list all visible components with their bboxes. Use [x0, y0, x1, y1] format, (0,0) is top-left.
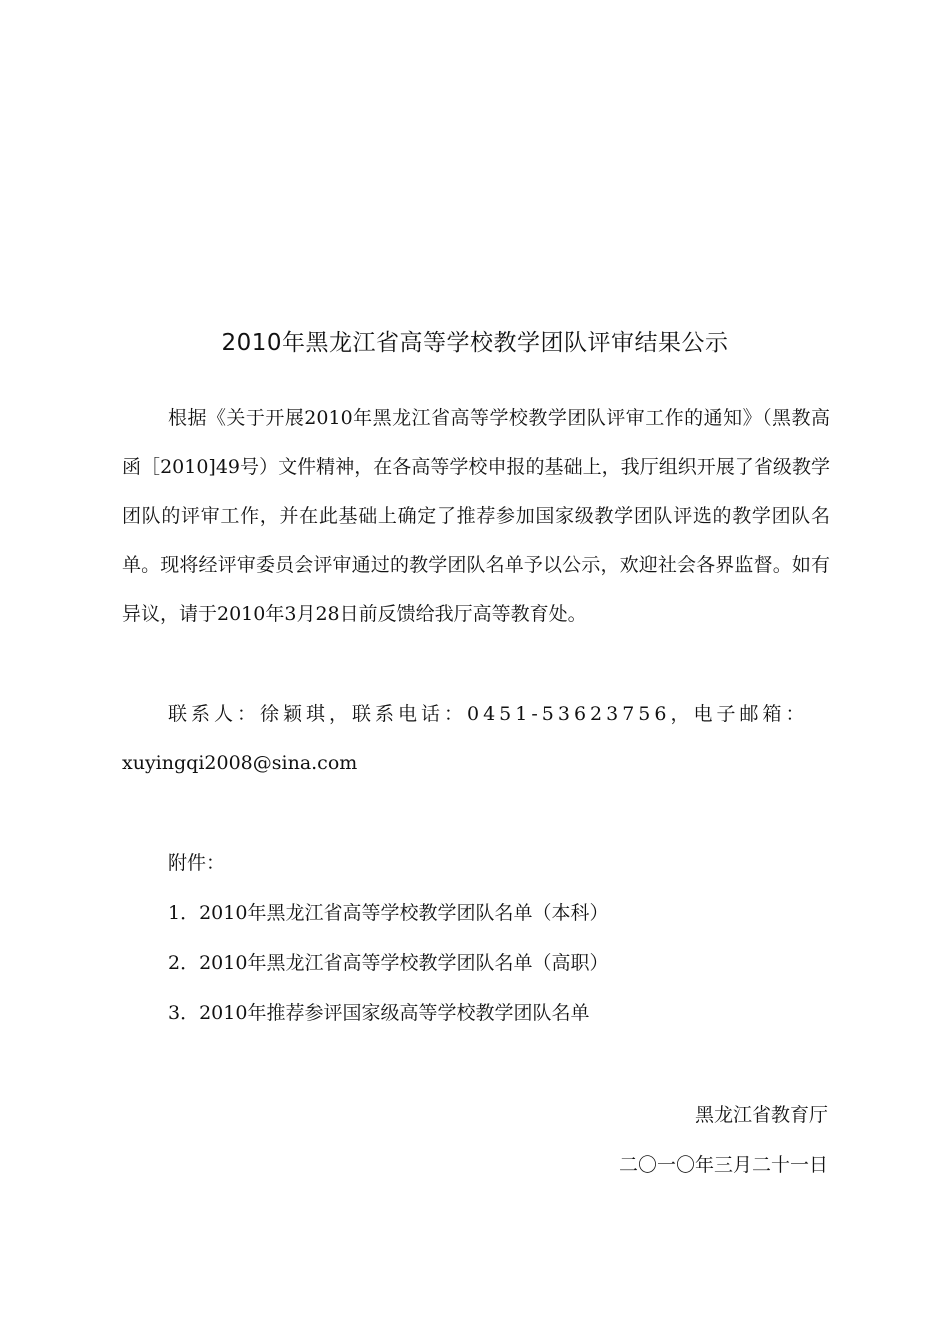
attachments-label: 附件：	[168, 852, 226, 874]
attachment-item: 1．2010年黑龙江省高等学校教学团队名单（本科）	[168, 902, 609, 924]
contact-info	[122, 690, 830, 788]
attachment-item: 3．2010年推荐参评国家级高等学校教学团队名单	[168, 1002, 590, 1024]
contact-email: xuyingqi2008@sina.com	[122, 752, 358, 774]
announcement-paragraph: 根据《关于开展2010年黑龙江省高等学校教学团队评审工作的通知》（黑教高函［2010]49号）文件精神，在各高等学校申报的基础上，我厅组织开展了省级教学团队的评审工作，并在此基础上确定了推荐参加国家级教学团队评选的教学团队名单。现将经评审委员会评审通过的教学团队名单予以公示，欢迎社会各界监督。如有异议，请于2010年3月28日前反馈给我厅高等教育处。	[122, 407, 830, 625]
signature-block	[619, 1090, 828, 1190]
contact-line: 联系人：徐颖琪，联系电话：0451-53623756，电子邮箱：	[168, 703, 809, 725]
attachments-section	[168, 838, 848, 1038]
attachment-item: 2．2010年黑龙江省高等学校教学团队名单（高职）	[168, 952, 609, 974]
document-title: 2010年黑龙江省高等学校教学团队评审结果公示	[221, 330, 729, 356]
issuer-name: 黑龙江省教育厅	[694, 1104, 828, 1126]
issue-date: 二〇一〇年三月二十一日	[618, 1154, 828, 1176]
